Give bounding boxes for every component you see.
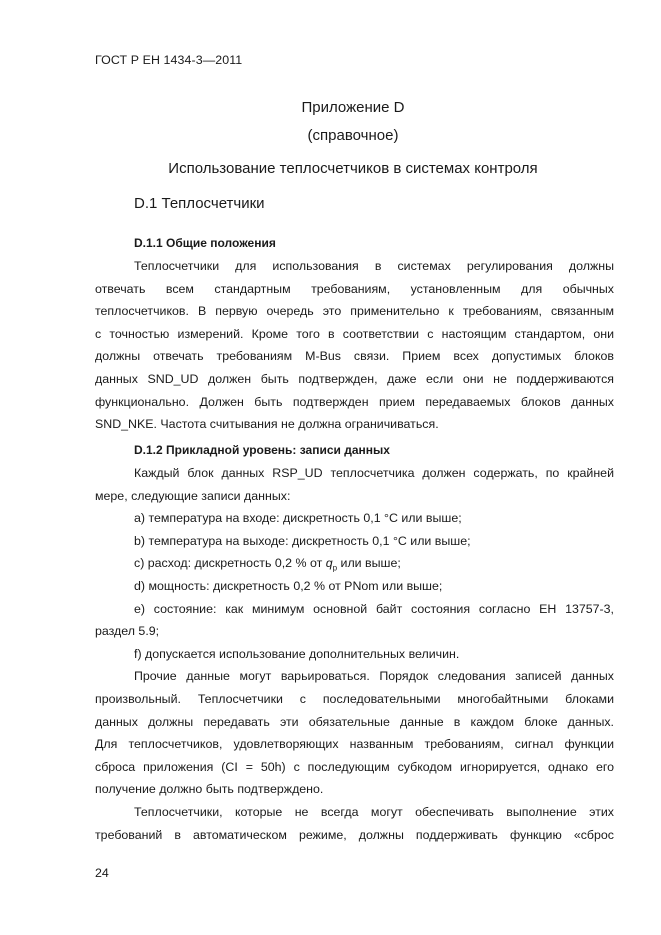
paragraph-line: теплосчетчиков. В первую очередь это применительно к требованиям, связанным — [95, 304, 614, 319]
section-heading: D.1 Теплосчетчики — [134, 195, 265, 212]
paragraph-line: Для теплосчетчиков, удовлетворяющих названным требованиям, сигнал функции — [95, 737, 614, 752]
paragraph-data-records — [95, 462, 614, 846]
standard-header: ГОСТ Р ЕН 1434-3—2011 — [95, 53, 243, 67]
paragraph-line: данных SND_UD должен быть подтвержден, даже если они не поддерживаются — [95, 371, 614, 386]
paragraph-line: SND_NKE. Частота считывания не должна ограничиваться. — [95, 417, 439, 432]
list-item-f: f) допускается использование дополнительных величин. — [134, 646, 460, 661]
flow-symbol: q — [325, 556, 333, 571]
list-item-b: b) температура на выходе: дискретность 0,1 °C или выше; — [134, 533, 471, 548]
paragraph-line: Теплосчетчики, которые не всегда могут обеспечивать выполнение этих — [134, 804, 614, 819]
subsection-heading-1: D.1.1 Общие положения — [134, 236, 276, 250]
subsection-heading-2: D.1.2 Прикладной уровень: записи данных — [134, 443, 390, 457]
paragraph-line: Каждый блок данных RSP_UD теплосчетчика должен содержать, по крайней — [134, 466, 614, 480]
list-item-d: d) мощность: дискретность 0,2 % от PNom или выше; — [134, 578, 443, 593]
paragraph-line: с точностью измерений. Кроме того в соответствии с настоящим стандартом, они — [95, 326, 614, 341]
paragraph-line: сброса приложения (CI = 50h) с последующим субкодом игнорируется, однако его — [95, 759, 614, 774]
list-item-e-continued: раздел 5.9; — [95, 624, 160, 639]
paragraph-line: требований в автоматическом режиме, должны поддерживать функцию «сброс — [95, 827, 614, 842]
list-item-a: a) температура на входе: дискретность 0,1 °C или выше; — [134, 511, 462, 526]
paragraph-line: Теплосчетчики для использования в системах регулирования должны — [134, 259, 614, 273]
appendix-type: (справочное) — [307, 127, 399, 144]
flow-subscript: p — [332, 563, 338, 573]
list-item-e: e) состояние: как минимум основной байт состояния согласно ЕН 13757-3, — [134, 601, 614, 616]
page-number: 24 — [95, 866, 109, 880]
appendix-title: Приложение D — [301, 99, 405, 116]
paragraph-line: получение должно быть подтверждено. — [95, 782, 324, 797]
paragraph-general — [95, 255, 614, 436]
paragraph-line: данных должны передавать эти обязательные данные в каждом блоке данных. — [95, 714, 614, 729]
paragraph-line: Прочие данные могут варьироваться. Порядок следования записей данных — [134, 669, 614, 684]
paragraph-line: отвечать всем стандартным требованиям, установленным для обычных — [95, 281, 614, 296]
paragraph-line: должны отвечать требованиям M-Bus связи. Прием всех допустимых блоков — [95, 349, 614, 364]
paragraph-line: мере, следующие записи данных: — [95, 488, 291, 503]
paragraph-line: произвольный. Теплосчетчики с последовательными многобайтными блоками — [95, 691, 614, 706]
appendix-heading: Использование теплосчетчиков в системах контроля — [168, 160, 538, 177]
paragraph-line: функционально. Должен быть подтвержден прием передаваемых блоков данных — [95, 394, 614, 409]
list-item-c: c) расход: дискретность 0,2 % от $q_p$ или выше; — [134, 556, 401, 573]
